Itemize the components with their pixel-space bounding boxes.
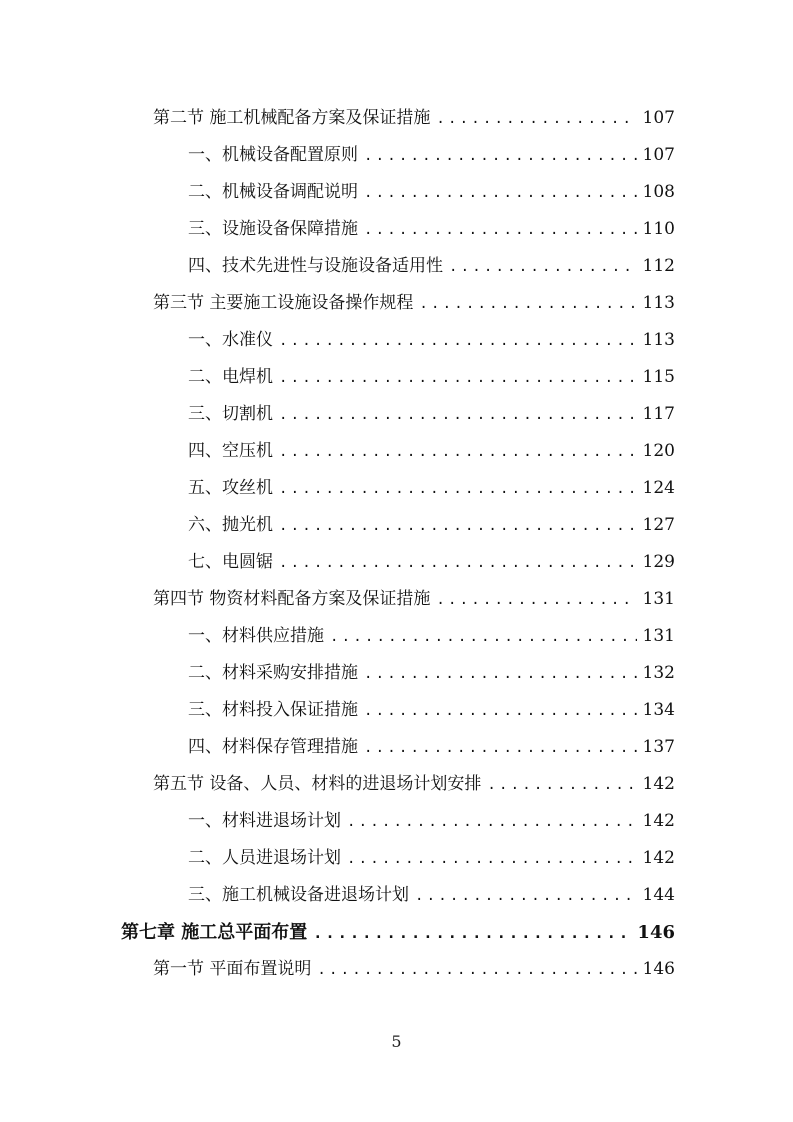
toc-entry-label: 六、抛光机 <box>188 515 273 535</box>
toc-entry-page: 144 <box>642 885 675 905</box>
toc-entry-label: 四、技术先进性与设施设备适用性 <box>188 256 443 276</box>
toc-entry-label: 第一节 平面布置说明 <box>153 959 312 979</box>
toc-item-entry[interactable] <box>188 729 675 766</box>
toc-section-entry[interactable] <box>153 581 675 618</box>
toc-entry-page: 129 <box>642 552 675 572</box>
toc-leader-dots <box>279 397 637 433</box>
toc-entry-label: 四、空压机 <box>188 441 273 461</box>
toc-leader-dots <box>364 656 637 692</box>
toc-entry-page: 110 <box>642 219 675 239</box>
toc-entry-page: 107 <box>642 108 675 128</box>
toc-entry-label: 五、攻丝机 <box>188 478 273 498</box>
toc-entry-page: 117 <box>642 404 675 424</box>
toc-item-entry[interactable] <box>188 692 675 729</box>
toc-entry-label: 二、人员进退场计划 <box>188 848 341 868</box>
toc-entry-label: 一、机械设备配置原则 <box>188 145 358 165</box>
toc-leader-dots <box>487 767 636 803</box>
toc-section-entry[interactable] <box>153 766 675 803</box>
toc-entry-page: 115 <box>642 367 675 387</box>
toc-entry-label: 二、机械设备调配说明 <box>188 182 358 202</box>
toc-item-entry[interactable] <box>188 433 675 470</box>
toc-leader-dots <box>279 545 637 581</box>
toc-entry-label: 二、电焊机 <box>188 367 273 387</box>
toc-leader-dots <box>364 730 637 766</box>
toc-item-entry[interactable] <box>188 803 675 840</box>
toc-item-entry[interactable] <box>188 655 675 692</box>
toc-leader-dots <box>347 841 637 877</box>
toc-entry-label: 第七章 施工总平面布置 <box>121 922 308 943</box>
toc-item-entry[interactable] <box>188 470 675 507</box>
toc-entry-label: 二、材料采购安排措施 <box>188 663 358 683</box>
toc-entry-label: 第二节 施工机械配备方案及保证措施 <box>153 108 431 128</box>
toc-entry-page: 120 <box>642 441 675 461</box>
toc-leader-dots <box>436 582 636 618</box>
toc-entry-label: 三、材料投入保证措施 <box>188 700 358 720</box>
toc-item-entry[interactable] <box>188 322 675 359</box>
toc-entry-page: 131 <box>642 589 675 609</box>
toc-item-entry[interactable] <box>188 211 675 248</box>
toc-entry-page: 134 <box>642 700 675 720</box>
toc-entry-page: 142 <box>642 774 675 794</box>
toc-item-entry[interactable] <box>188 507 675 544</box>
toc-leader-dots <box>279 508 637 544</box>
toc-item-entry[interactable] <box>188 840 675 877</box>
toc-item-entry[interactable] <box>188 359 675 396</box>
toc-entry-label: 一、材料进退场计划 <box>188 811 341 831</box>
toc-item-entry[interactable] <box>188 618 675 655</box>
toc-entry-label: 七、电圆锯 <box>188 552 273 572</box>
toc-entry-page: 146 <box>637 922 675 943</box>
toc-leader-dots <box>313 915 631 951</box>
toc-entry-label: 三、设施设备保障措施 <box>188 219 358 239</box>
toc-leader-dots <box>330 619 637 655</box>
toc-entry-label: 一、水准仪 <box>188 330 273 350</box>
toc-leader-dots <box>317 952 636 988</box>
toc-leader-dots <box>364 175 637 211</box>
toc-entry-page: 113 <box>642 293 675 313</box>
toc-item-entry[interactable] <box>188 137 675 174</box>
toc-entry-label: 第三节 主要施工设施设备操作规程 <box>153 293 414 313</box>
toc-leader-dots <box>279 323 637 359</box>
toc-entry-page: 124 <box>642 478 675 498</box>
toc-entry-page: 146 <box>642 959 675 979</box>
toc-item-entry[interactable] <box>188 174 675 211</box>
toc-leader-dots <box>279 360 637 396</box>
toc-entry-page: 108 <box>642 182 675 202</box>
toc-chapter-entry[interactable] <box>121 914 675 951</box>
toc-entry-label: 三、施工机械设备进退场计划 <box>188 885 409 905</box>
toc-leader-dots <box>419 286 636 322</box>
toc-leader-dots <box>364 212 637 248</box>
toc-entry-label: 第五节 设备、人员、材料的进退场计划安排 <box>153 774 482 794</box>
toc-entry-page: 132 <box>642 663 675 683</box>
toc-entry-page: 112 <box>642 256 675 276</box>
toc-leader-dots <box>364 693 637 729</box>
toc-leader-dots <box>347 804 637 840</box>
toc-entry-page: 127 <box>642 515 675 535</box>
toc-leader-dots <box>415 878 637 914</box>
toc-entry-page: 142 <box>642 848 675 868</box>
toc-item-entry[interactable] <box>188 396 675 433</box>
page-number: 5 <box>391 1032 402 1051</box>
toc-entry-label: 第四节 物资材料配备方案及保证措施 <box>153 589 431 609</box>
toc-item-entry[interactable] <box>188 877 675 914</box>
toc-item-entry[interactable] <box>188 248 675 285</box>
toc-entry-page: 137 <box>642 737 675 757</box>
toc-section-entry[interactable] <box>153 951 675 988</box>
toc-leader-dots <box>436 101 636 137</box>
toc-section-entry[interactable] <box>153 285 675 322</box>
toc-entry-label: 三、切割机 <box>188 404 273 424</box>
toc-entry-page: 113 <box>642 330 675 350</box>
toc-leader-dots <box>279 434 637 470</box>
toc-entry-page: 107 <box>642 145 675 165</box>
toc-entry-page: 142 <box>642 811 675 831</box>
toc-entry-label: 一、材料供应措施 <box>188 626 324 646</box>
toc-item-entry[interactable] <box>188 544 675 581</box>
toc-leader-dots <box>364 138 637 174</box>
toc-entry-page: 131 <box>642 626 675 646</box>
toc-section-entry[interactable] <box>153 100 675 137</box>
toc-leader-dots <box>279 471 637 507</box>
toc-leader-dots <box>449 249 637 285</box>
toc-entry-label: 四、材料保存管理措施 <box>188 737 358 757</box>
